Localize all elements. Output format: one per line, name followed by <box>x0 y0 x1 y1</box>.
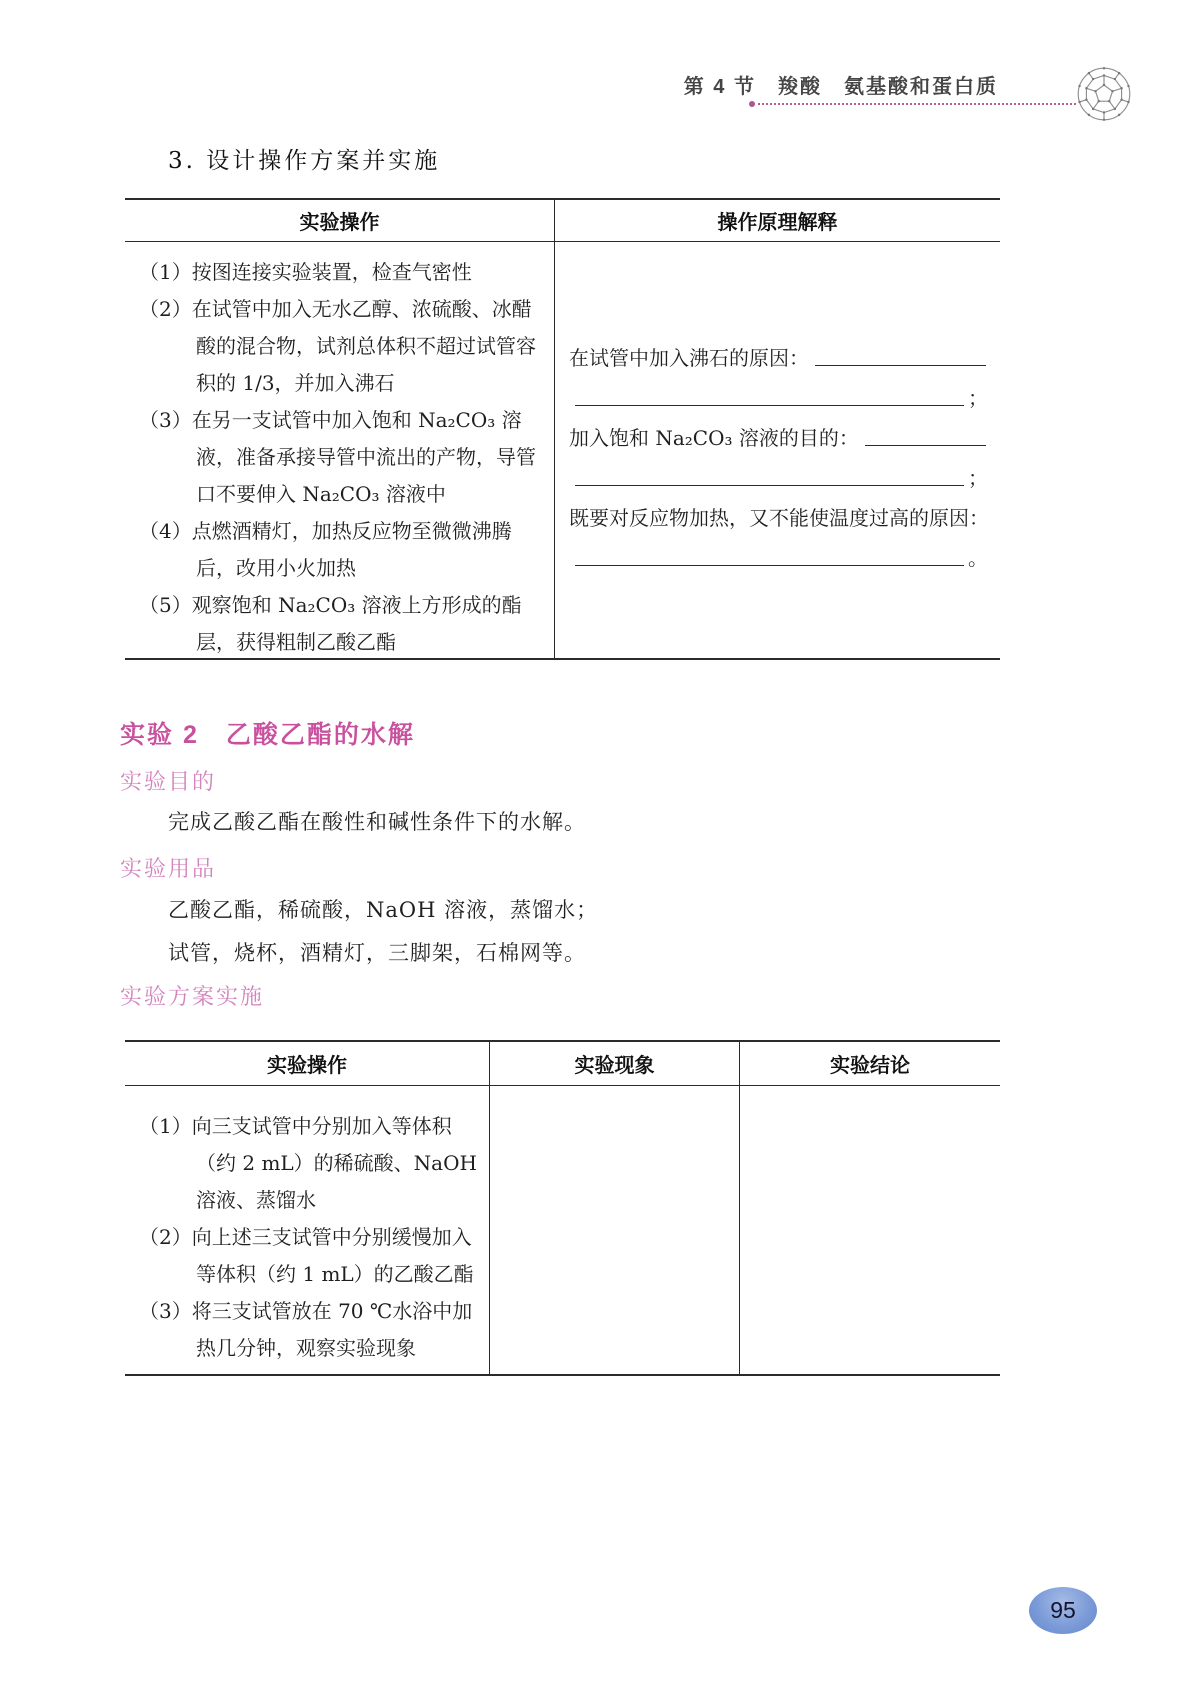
table1-header-row <box>125 200 1000 242</box>
page-number: 95 <box>1050 1597 1076 1623</box>
subsection-title: 3. 设计操作方案并实施 <box>168 148 441 174</box>
operation-step: （3）在另一支试管中加入饱和 Na₂CO₃ 溶液，准备承接导管中流出的产物，导管口不要伸入 Na₂CO₃ 溶液中 <box>139 408 536 506</box>
explanation-blank-line: 。 <box>569 531 988 571</box>
header-dotted-rule <box>758 103 1076 105</box>
operation-step: （2）向上述三支试管中分别缓慢加入等体积（约 1 mL）的乙酸乙酯 <box>139 1225 474 1286</box>
materials-line: 乙酸乙酯，稀硫酸，NaOH 溶液，蒸馏水； <box>168 898 599 922</box>
materials-heading: 实验用品 <box>120 856 217 881</box>
purpose-heading: 实验目的 <box>120 769 217 794</box>
operation-step: （3）将三支试管放在 70 ℃水浴中加热几分钟，观察实验现象 <box>139 1299 473 1360</box>
chapter-section-title: 第 4 节 羧酸 氨基酸和蛋白质 <box>683 76 998 98</box>
answer-blank <box>575 485 964 486</box>
table1-operations-cell <box>125 242 555 660</box>
explanation-question: 在试管中加入沸石的原因： <box>569 331 988 371</box>
operation-step: （1）按图连接实验装置，检查气密性 <box>139 260 472 284</box>
operation-step: （5）观察饱和 Na₂CO₃ 溶液上方形成的酯层，获得粗制乙酸乙酯 <box>139 593 522 654</box>
purpose-text: 完成乙酸乙酯在酸性和碱性条件下的水解。 <box>168 810 586 834</box>
experiment2-title: 实验 2 乙酸乙酯的水解 <box>120 721 415 749</box>
dot-ornament <box>749 101 755 107</box>
table2-header-phenomenon: 实验现象 <box>490 1042 740 1085</box>
table2-operations-cell <box>125 1086 490 1374</box>
page-number-badge <box>1029 1587 1097 1634</box>
table1-explanation-cell <box>555 242 1000 660</box>
table1-header-explanation: 操作原理解释 <box>717 212 838 234</box>
fullerene-icon <box>1076 66 1132 122</box>
table2-header-operation: 实验操作 <box>125 1042 490 1085</box>
table2-conclusion-cell <box>740 1086 1000 1374</box>
explanation-question: 既要对反应物加热，又不能使温度过高的原因： <box>569 506 989 530</box>
explanation-blank-line: ； <box>569 451 988 491</box>
table2-phenomenon-cell <box>490 1086 740 1374</box>
materials-line: 试管，烧杯，酒精灯，三脚架，石棉网等。 <box>168 941 586 965</box>
experiment-design-table <box>125 198 1000 660</box>
operation-step: （2）在试管中加入无水乙醇、浓硫酸、冰醋酸的混合物，试剂总体积不超过试管容积的 1/3，并加入沸石 <box>139 297 536 395</box>
table2-header-row <box>125 1042 1000 1086</box>
answer-blank <box>865 445 986 446</box>
explanation-question: 加入饱和 Na₂CO₃ 溶液的目的： <box>569 411 988 451</box>
answer-blank <box>575 405 964 406</box>
plan-implementation-table <box>125 1040 1000 1376</box>
answer-blank <box>575 565 964 566</box>
table1-header-operation: 实验操作 <box>125 200 555 241</box>
answer-blank <box>815 365 986 366</box>
plan-heading: 实验方案实施 <box>120 984 265 1009</box>
operation-step: （1）向三支试管中分别加入等体积（约 2 mL）的稀硫酸、NaOH 溶液、蒸馏水 <box>139 1114 477 1212</box>
explanation-blank-line: ； <box>569 371 988 411</box>
table2-header-conclusion: 实验结论 <box>830 1055 910 1077</box>
operation-step: （4）点燃酒精灯，加热反应物至微微沸腾后，改用小火加热 <box>139 519 512 580</box>
